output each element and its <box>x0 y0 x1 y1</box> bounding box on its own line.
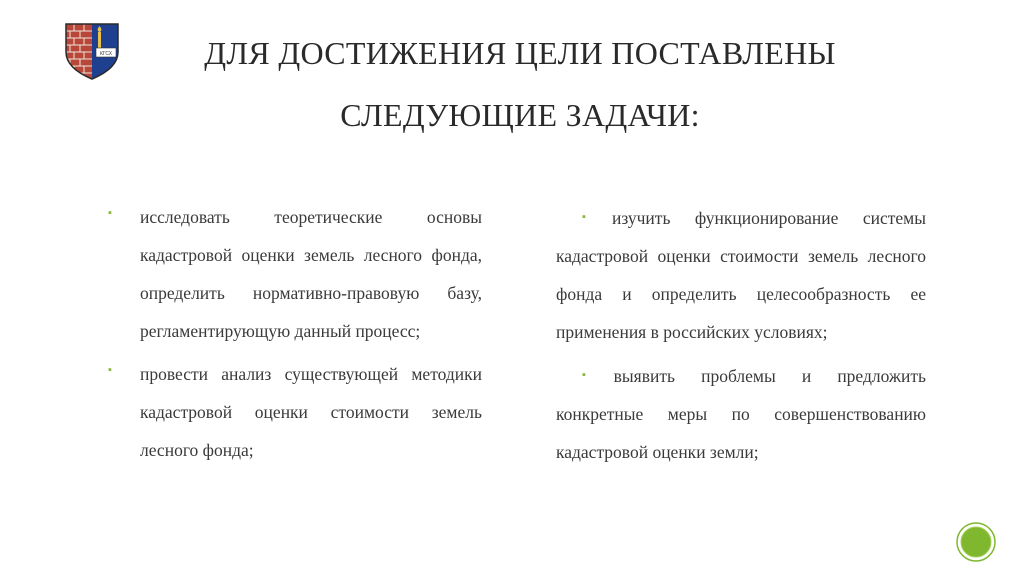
task-text: изучить функционирование системы кадастровой оценки стоимости земель лесного фонда и определить целесообразность ее применения в российских условиях; <box>556 208 926 342</box>
list-item <box>108 355 482 469</box>
square-bullet-icon: ▪ <box>582 369 608 381</box>
task-text: выявить проблемы и предложить конкретные меры по совершенствованию кадастровой оценки земли; <box>556 366 927 462</box>
title-line-2: СЛЕДУЮЩИЕ ЗАДАЧИ: <box>340 97 700 133</box>
title-line-1: ДЛЯ ДОСТИЖЕНИЯ ЦЕЛИ ПОСТАВЛЕНЫ <box>204 35 836 71</box>
list-item <box>108 198 482 350</box>
square-bullet-icon: ▪ <box>582 211 606 223</box>
square-bullet-icon: ▪ <box>108 207 112 219</box>
task-text: исследовать теоретические основы кадастровой оценки земель лесного фонда, определить нормативно-правовую базу, регламентирующую данный процесс; <box>140 207 482 341</box>
logo-book-text: КГСХ <box>99 51 113 57</box>
list-item <box>556 356 926 471</box>
left-task-column <box>108 198 482 474</box>
slide-number-badge-icon[interactable] <box>956 522 996 562</box>
task-text: провести анализ существующей методики кадастровой оценки стоимости земель лесного фонда; <box>140 364 482 460</box>
university-shield-logo <box>64 22 120 80</box>
square-bullet-icon: ▪ <box>108 364 112 376</box>
slide-title <box>150 22 890 146</box>
list-item <box>556 198 926 351</box>
right-task-column <box>556 198 926 476</box>
